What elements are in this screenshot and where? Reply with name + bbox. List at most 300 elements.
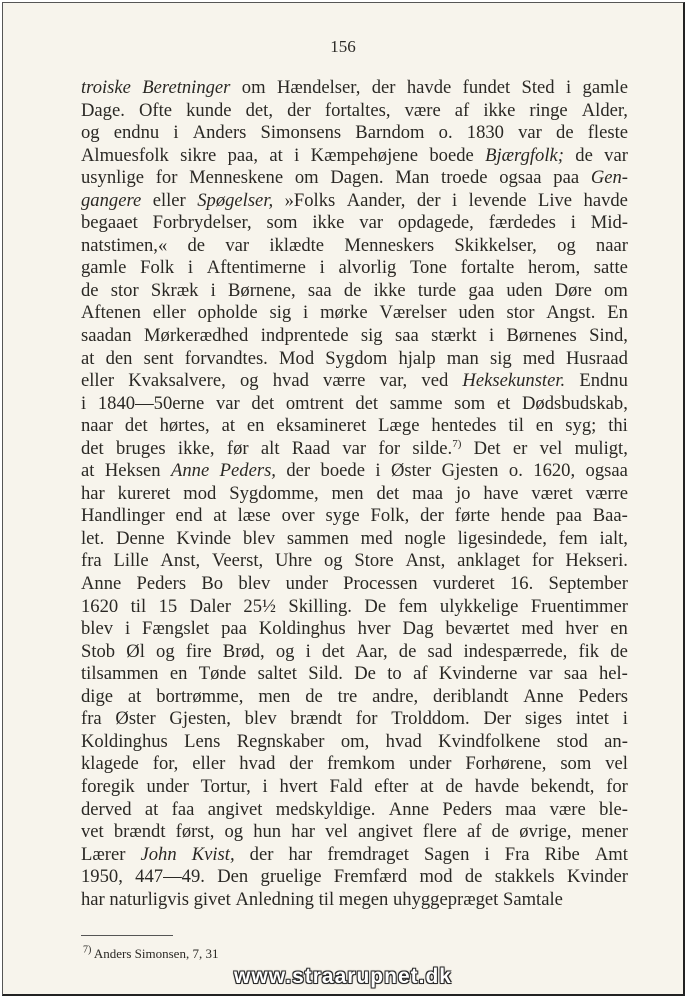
text-span: mod xyxy=(183,482,217,504)
text-span: tilsammen xyxy=(81,663,159,685)
text-span: iklædte xyxy=(269,234,325,256)
text-span: for xyxy=(155,167,178,189)
word xyxy=(533,460,575,483)
text-span: det xyxy=(355,392,379,414)
word xyxy=(221,618,247,641)
text-line xyxy=(81,844,628,867)
text-span: sammen xyxy=(286,527,349,549)
word xyxy=(286,393,344,416)
text-span: er xyxy=(512,437,528,459)
text-span: det xyxy=(251,392,275,414)
word xyxy=(413,663,427,686)
word xyxy=(505,799,536,822)
text-span: let. xyxy=(81,527,105,549)
text-span: syge xyxy=(325,505,360,527)
text-span: givet xyxy=(193,888,231,910)
text-span: de xyxy=(556,122,574,144)
text-span: der xyxy=(371,77,396,98)
word xyxy=(276,641,295,664)
text-span: det xyxy=(321,640,345,662)
text-span: Folk, xyxy=(370,505,410,527)
word xyxy=(571,212,576,235)
word xyxy=(279,348,314,371)
word xyxy=(81,844,125,867)
word xyxy=(604,145,628,168)
text-line xyxy=(81,257,628,280)
word xyxy=(320,257,325,280)
text-line xyxy=(81,799,628,822)
word xyxy=(483,100,515,123)
word xyxy=(447,348,479,371)
word xyxy=(497,393,510,416)
word xyxy=(594,257,628,280)
text-span: i xyxy=(565,77,572,98)
text-span: der xyxy=(287,99,311,121)
word xyxy=(246,100,273,123)
word xyxy=(259,618,346,641)
text-span: foregik xyxy=(81,775,135,797)
text-span: Sygdomme, xyxy=(229,482,319,504)
word xyxy=(144,348,174,371)
word xyxy=(386,731,422,754)
word xyxy=(557,235,576,258)
word xyxy=(566,77,571,100)
text-span: Sagen xyxy=(423,843,470,865)
text-span: Anders xyxy=(192,122,247,144)
word xyxy=(114,821,166,844)
text-span: det, xyxy=(245,99,273,121)
italic-text: Beretninger xyxy=(142,77,231,98)
text-span: Kvinde xyxy=(176,527,232,549)
text-span: fremdraget xyxy=(327,843,409,865)
text-span: var xyxy=(518,122,542,144)
text-span: Skikkelser, xyxy=(454,234,537,256)
text-span: opdagede, xyxy=(397,212,474,234)
text-span: Menneskers xyxy=(344,234,435,256)
word xyxy=(128,686,141,709)
text-span: 1620 xyxy=(81,595,119,617)
word xyxy=(344,235,434,258)
text-span: fortaltes, xyxy=(324,99,391,121)
word xyxy=(489,325,494,348)
word xyxy=(140,844,176,867)
word xyxy=(81,753,139,776)
word xyxy=(531,596,628,619)
text-span: Aander, xyxy=(346,189,406,211)
text-span: Lille xyxy=(113,550,149,572)
footnote-ref: 7) xyxy=(452,437,462,450)
word xyxy=(607,302,628,325)
text-span: af xyxy=(466,821,482,843)
text-span: var xyxy=(528,663,553,685)
word xyxy=(243,596,276,619)
italic-text: Peders, xyxy=(219,460,276,482)
word xyxy=(190,596,231,619)
word xyxy=(347,190,406,213)
word xyxy=(213,505,226,528)
page xyxy=(2,2,685,996)
text-span: paa xyxy=(556,505,582,527)
word xyxy=(591,167,628,190)
text-span: levende xyxy=(468,189,527,211)
word xyxy=(207,257,306,280)
text-span: hver xyxy=(357,618,391,640)
word xyxy=(81,325,132,348)
word xyxy=(289,844,313,867)
word xyxy=(308,663,343,686)
word xyxy=(518,122,542,145)
word xyxy=(595,844,628,867)
text-span: Der xyxy=(483,708,512,730)
word xyxy=(485,145,564,168)
word xyxy=(439,122,453,145)
text-span: Daler xyxy=(189,595,231,617)
text-span: herom, xyxy=(527,257,581,279)
word xyxy=(567,866,628,889)
text-span: Ribe xyxy=(544,843,580,865)
text-line xyxy=(81,821,628,844)
word xyxy=(327,753,395,776)
text-span: hjalp xyxy=(398,347,436,369)
word xyxy=(197,190,273,213)
word xyxy=(324,550,343,573)
text-span: har xyxy=(81,482,105,504)
word xyxy=(238,573,270,596)
word xyxy=(186,641,212,664)
text-span: Gjesten, xyxy=(169,708,231,730)
italic-text: Heksekunster. xyxy=(462,370,566,392)
text-span: an- xyxy=(604,730,628,752)
text-span: have xyxy=(483,482,519,504)
text-span: Peders xyxy=(136,573,187,595)
word xyxy=(495,866,555,889)
text-span: til xyxy=(318,888,335,910)
word xyxy=(160,550,200,573)
word xyxy=(429,145,473,168)
word xyxy=(560,753,591,776)
text-span: for xyxy=(531,550,554,572)
word xyxy=(418,280,456,303)
text-span: paa xyxy=(221,618,247,640)
text-span: og xyxy=(239,370,259,392)
text-span: Anledning xyxy=(235,888,314,910)
word xyxy=(229,483,318,506)
text-span: Tone xyxy=(409,257,447,279)
word xyxy=(593,505,628,528)
word xyxy=(465,866,483,889)
word xyxy=(201,573,223,596)
text-span: Værelser xyxy=(379,302,447,324)
space xyxy=(563,889,568,912)
word xyxy=(81,460,94,483)
text-line xyxy=(81,889,628,912)
text-span: Almuesfolk xyxy=(81,144,169,166)
word xyxy=(189,167,283,190)
word xyxy=(292,438,330,461)
text-span: naar xyxy=(81,415,113,437)
word xyxy=(391,460,431,483)
italic-text: Gen- xyxy=(590,167,628,189)
word xyxy=(404,528,445,551)
text-span: Fængslet xyxy=(142,618,210,640)
text-span: hvad xyxy=(272,370,309,392)
text-span: brændt xyxy=(290,708,343,730)
word xyxy=(238,505,271,528)
word xyxy=(258,686,290,709)
text-span: om xyxy=(604,279,628,301)
italic-text: Anne xyxy=(171,460,210,482)
word xyxy=(287,100,311,123)
word xyxy=(531,776,595,799)
word xyxy=(183,483,216,506)
word xyxy=(115,708,155,731)
word xyxy=(228,145,258,168)
text-span: Sted xyxy=(521,77,555,98)
word xyxy=(245,708,277,731)
word xyxy=(583,77,628,100)
text-span: Barndom xyxy=(355,122,425,144)
text-span: naturligvis xyxy=(109,888,189,910)
word xyxy=(194,889,231,912)
text-line xyxy=(81,596,628,619)
word xyxy=(468,280,494,303)
text-span: Handlinger xyxy=(81,505,165,527)
text-span: og xyxy=(275,640,295,662)
word xyxy=(81,663,158,686)
word xyxy=(356,708,378,731)
text-span: ikke, xyxy=(177,437,215,459)
text-span: for, xyxy=(152,753,179,775)
text-span: angivet xyxy=(207,798,263,820)
text-span: fem xyxy=(558,527,588,549)
text-span: men xyxy=(258,685,291,707)
word xyxy=(501,505,545,528)
text-span: blev xyxy=(81,618,114,640)
word xyxy=(146,776,188,799)
word xyxy=(586,460,628,483)
word xyxy=(358,618,391,641)
word xyxy=(599,799,628,822)
text-span: Uhre xyxy=(274,550,313,572)
word xyxy=(282,505,315,528)
text-span: turde xyxy=(417,279,457,301)
text-span: blev xyxy=(243,527,276,549)
text-span: som xyxy=(454,392,486,414)
word xyxy=(81,100,125,123)
text-span: sikre xyxy=(180,144,217,166)
text-span: færdedes xyxy=(488,212,556,234)
word xyxy=(465,753,546,776)
text-span: vel xyxy=(325,821,348,843)
text-span: bekendt, xyxy=(530,775,595,797)
text-span: havde xyxy=(406,77,452,98)
text-span: ligesindede, xyxy=(457,527,547,549)
footnote-number: 7) xyxy=(83,944,92,956)
word xyxy=(440,596,519,619)
word xyxy=(452,190,457,213)
text-span: vurderet xyxy=(432,573,495,595)
word xyxy=(467,821,481,844)
word xyxy=(325,821,348,844)
text-span: Øl xyxy=(126,640,145,662)
word xyxy=(421,370,448,393)
word xyxy=(395,325,419,348)
word xyxy=(118,483,171,506)
word xyxy=(81,799,132,822)
text-span: bortrømme, xyxy=(156,685,244,707)
text-span: være xyxy=(549,798,586,820)
text-span: angivet xyxy=(357,821,413,843)
word xyxy=(81,122,100,145)
word xyxy=(610,618,628,641)
text-span: sig xyxy=(360,325,383,347)
italic-text: Spøgelser, xyxy=(197,189,274,211)
text-span: nogle xyxy=(404,527,446,549)
text-span: fortalte xyxy=(460,257,515,279)
word xyxy=(599,663,628,686)
text-span: 15 xyxy=(158,595,178,617)
text-span: Sygdom xyxy=(325,347,388,369)
text-span: omtrent xyxy=(285,392,344,414)
word xyxy=(145,799,158,822)
text-span: øvrige, xyxy=(519,821,572,843)
text-span: der xyxy=(286,460,311,482)
word xyxy=(114,122,159,145)
word xyxy=(433,573,495,596)
word xyxy=(153,212,252,235)
text-span: i xyxy=(622,708,628,730)
text-span: Aftenen xyxy=(81,302,141,324)
text-span: samme xyxy=(389,392,443,414)
word xyxy=(457,550,520,573)
word xyxy=(325,100,391,123)
text-span: ogsaa xyxy=(499,167,542,189)
text-span: sig xyxy=(489,347,512,369)
word xyxy=(225,235,249,258)
word xyxy=(582,100,628,123)
text-span: Det xyxy=(473,437,501,459)
word xyxy=(106,348,133,371)
word xyxy=(379,302,446,325)
text-span: bruges xyxy=(116,437,166,459)
word xyxy=(109,889,189,912)
text-span: fremkom xyxy=(326,753,396,775)
word xyxy=(286,573,328,596)
word xyxy=(81,167,144,190)
text-span: kureret xyxy=(117,482,171,504)
word xyxy=(428,641,453,664)
word xyxy=(584,190,628,213)
text-span: Menneskene xyxy=(189,167,284,189)
word xyxy=(116,528,165,551)
word xyxy=(227,438,249,461)
word xyxy=(431,415,496,438)
text-span: Aar, xyxy=(355,640,388,662)
word xyxy=(111,280,139,303)
word xyxy=(505,844,530,867)
text-span: Simonsens xyxy=(260,122,342,144)
text-span: Baa- xyxy=(592,505,628,527)
text-span: fem xyxy=(398,595,428,617)
word xyxy=(125,415,148,438)
text-span: og xyxy=(323,550,343,572)
text-span: ble- xyxy=(599,798,628,820)
word xyxy=(372,686,418,709)
word xyxy=(81,393,86,416)
word xyxy=(378,415,419,438)
word xyxy=(405,100,441,123)
word xyxy=(242,77,266,100)
word xyxy=(370,505,409,528)
word xyxy=(521,618,553,641)
text-span: opholde xyxy=(197,302,258,324)
text-span: maa xyxy=(412,482,444,504)
word xyxy=(261,122,342,145)
word xyxy=(439,663,517,686)
word xyxy=(513,438,527,461)
text-span: til xyxy=(130,595,147,617)
text-span: i xyxy=(484,843,490,865)
word xyxy=(525,708,562,731)
word xyxy=(458,528,547,551)
word xyxy=(81,866,123,889)
word xyxy=(261,438,280,461)
word xyxy=(131,596,147,619)
text-span: Lærer xyxy=(81,843,126,865)
text-span: med xyxy=(360,527,393,549)
word xyxy=(499,167,541,190)
text-span: Anne xyxy=(388,798,430,820)
text-span: at xyxy=(81,347,95,369)
word xyxy=(364,596,386,619)
word xyxy=(269,302,291,325)
word xyxy=(273,370,309,393)
word xyxy=(291,821,315,844)
text-span: i xyxy=(488,325,495,347)
word xyxy=(139,100,172,123)
word xyxy=(390,393,443,416)
word xyxy=(355,393,378,416)
word xyxy=(391,708,469,731)
text-span: megen xyxy=(338,888,389,910)
text-span: blev xyxy=(238,573,271,595)
word xyxy=(398,212,474,235)
word xyxy=(463,77,511,100)
text-span: Dagen. xyxy=(330,167,384,189)
word xyxy=(180,145,216,168)
text-span: at xyxy=(221,415,235,437)
word xyxy=(269,235,324,258)
text-span: siges xyxy=(524,708,563,730)
text-span: Bo xyxy=(201,573,224,595)
text-line xyxy=(81,302,628,325)
word xyxy=(156,641,175,664)
text-span: i xyxy=(452,189,458,211)
word xyxy=(81,686,113,709)
text-span: medskyldige. xyxy=(275,798,376,820)
word xyxy=(575,438,628,461)
word xyxy=(286,460,310,483)
text-span: beværtet xyxy=(445,618,510,640)
text-span: hørtes, xyxy=(159,415,210,437)
text-span: Lens xyxy=(184,730,221,752)
text-span: var xyxy=(604,144,628,166)
word xyxy=(492,821,510,844)
text-span: hun xyxy=(253,821,282,843)
word xyxy=(387,663,401,686)
text-span: gruelige xyxy=(260,866,322,888)
word xyxy=(159,596,178,619)
